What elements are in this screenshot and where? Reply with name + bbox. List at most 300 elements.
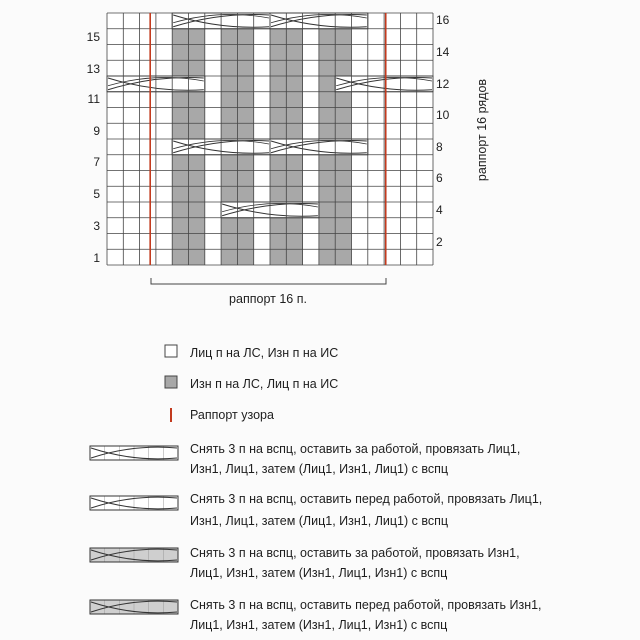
stitch-cell — [205, 171, 221, 187]
legend-cable-1-line-1: Снять 3 п на вспц, оставить за работой, провязать Лиц1, — [190, 442, 521, 456]
stitch-cell — [205, 60, 221, 76]
stitch-cell — [156, 234, 172, 250]
stitch-cell — [303, 171, 319, 187]
stitch-cell — [319, 202, 335, 218]
stitch-cell — [221, 171, 237, 187]
stitch-cell — [107, 60, 123, 76]
legend-repeat-label: Раппорт узора — [190, 408, 274, 422]
stitch-cell — [368, 29, 384, 45]
stitch-cell — [221, 76, 237, 92]
stitch-cell — [368, 13, 384, 29]
legend-cable-symbol — [90, 548, 178, 562]
stitch-cell — [417, 218, 433, 234]
stitch-cell — [400, 155, 416, 171]
stitch-cell — [205, 249, 221, 265]
legend-cable-4-line-1: Снять 3 п на вспц, оставить перед работой, провязать Изн1, — [190, 598, 542, 612]
stitch-cell — [172, 218, 188, 234]
stitch-cell — [335, 218, 351, 234]
stitch-cell — [368, 218, 384, 234]
stitch-cell — [270, 171, 286, 187]
stitch-cell — [189, 108, 205, 124]
legend-cable-2-line-2: Изн1, Лиц1, затем (Лиц1, Изн1, Лиц1) с вспц — [190, 514, 449, 528]
stitch-cell — [156, 218, 172, 234]
stitch-cell — [123, 45, 139, 61]
stitch-cell — [319, 155, 335, 171]
stitch-cell — [107, 13, 123, 29]
stitch-cell — [368, 234, 384, 250]
stitch-cell — [237, 92, 253, 108]
stitch-cell — [140, 186, 156, 202]
stitch-cell — [368, 202, 384, 218]
stitch-cell — [417, 108, 433, 124]
stitch-cell — [172, 123, 188, 139]
row-number: 13 — [86, 62, 100, 76]
stitch-cell — [221, 155, 237, 171]
legend-purl-label: Изн п на ЛС, Лиц п на ИС — [190, 377, 339, 391]
stitch-cell — [156, 139, 172, 155]
stitch-cell — [400, 108, 416, 124]
stitch-cell — [156, 202, 172, 218]
stitch-cell — [352, 186, 368, 202]
stitch-cell — [384, 139, 400, 155]
stitch-cell — [156, 171, 172, 187]
stitch-cell — [368, 139, 384, 155]
stitch-cell — [270, 218, 286, 234]
stitch-cell — [352, 171, 368, 187]
stitch-cell — [368, 155, 384, 171]
stitch-cell — [319, 234, 335, 250]
stitch-cell — [107, 139, 123, 155]
stitch-cell — [352, 155, 368, 171]
stitch-cell — [205, 76, 221, 92]
stitch-cell — [352, 202, 368, 218]
stitch-cell — [221, 45, 237, 61]
stitch-cell — [172, 60, 188, 76]
legend-cable-symbol — [90, 496, 178, 510]
stitch-cell — [319, 45, 335, 61]
stitch-cell — [335, 155, 351, 171]
stitch-cell — [400, 13, 416, 29]
stitch-cell — [368, 171, 384, 187]
stitch-cell — [189, 155, 205, 171]
stitch-cell — [156, 13, 172, 29]
repeat-stitches-bracket — [151, 278, 386, 284]
stitch-cell — [303, 60, 319, 76]
stitch-cell — [384, 45, 400, 61]
stitch-cell — [189, 45, 205, 61]
stitch-cell — [352, 108, 368, 124]
stitch-cell — [172, 202, 188, 218]
stitch-cell — [172, 45, 188, 61]
stitch-cell — [303, 218, 319, 234]
stitch-cell — [335, 234, 351, 250]
stitch-cell — [335, 186, 351, 202]
row-number: 12 — [436, 77, 450, 91]
stitch-cell — [303, 29, 319, 45]
stitch-cell — [400, 29, 416, 45]
stitch-cell — [205, 45, 221, 61]
legend-cable-symbol — [90, 446, 178, 460]
stitch-cell — [254, 171, 270, 187]
stitch-cell — [384, 249, 400, 265]
stitch-cell — [270, 123, 286, 139]
stitch-cell — [205, 29, 221, 45]
stitch-cell — [107, 123, 123, 139]
stitch-cell — [156, 60, 172, 76]
stitch-cell — [286, 155, 302, 171]
stitch-cell — [335, 29, 351, 45]
stitch-cell — [417, 234, 433, 250]
row-numbers-left — [87, 30, 101, 265]
stitch-cell — [417, 202, 433, 218]
stitch-cell — [107, 155, 123, 171]
stitch-cell — [123, 123, 139, 139]
stitch-cell — [286, 45, 302, 61]
stitch-cell — [319, 123, 335, 139]
stitch-cell — [400, 171, 416, 187]
stitch-cell — [189, 171, 205, 187]
stitch-cell — [352, 45, 368, 61]
stitch-cell — [417, 171, 433, 187]
stitch-cell — [368, 123, 384, 139]
stitch-cell — [384, 29, 400, 45]
stitch-cell — [172, 249, 188, 265]
stitch-cell — [368, 60, 384, 76]
stitch-cell — [254, 218, 270, 234]
stitch-cell — [123, 139, 139, 155]
knit-swatch — [165, 345, 177, 357]
stitch-cell — [417, 186, 433, 202]
stitch-cell — [352, 218, 368, 234]
stitch-cell — [189, 234, 205, 250]
stitch-cell — [400, 45, 416, 61]
stitch-cell — [172, 234, 188, 250]
stitch-cell — [189, 249, 205, 265]
stitch-cell — [254, 76, 270, 92]
stitch-cell — [270, 186, 286, 202]
stitch-cell — [303, 186, 319, 202]
row-number: 3 — [93, 219, 100, 233]
stitch-cell — [400, 202, 416, 218]
stitch-cell — [319, 108, 335, 124]
stitch-cell — [221, 234, 237, 250]
stitch-cell — [286, 60, 302, 76]
stitch-cell — [335, 249, 351, 265]
stitch-cell — [286, 186, 302, 202]
stitch-cell — [205, 123, 221, 139]
stitch-cell — [319, 60, 335, 76]
stitch-cell — [286, 108, 302, 124]
stitch-cell — [237, 155, 253, 171]
stitch-cell — [384, 108, 400, 124]
stitch-cell — [303, 249, 319, 265]
stitch-cell — [270, 234, 286, 250]
stitch-cell — [140, 45, 156, 61]
stitch-cell — [254, 234, 270, 250]
row-number: 10 — [436, 108, 450, 122]
stitch-cell — [270, 60, 286, 76]
row-number: 15 — [86, 30, 100, 44]
row-number: 14 — [436, 45, 450, 59]
legend-knit-label: Лиц п на ЛС, Изн п на ИС — [190, 346, 339, 360]
stitch-cell — [107, 202, 123, 218]
stitch-cell — [221, 60, 237, 76]
stitch-cell — [384, 171, 400, 187]
stitch-cell — [335, 202, 351, 218]
legend-cable-2-line-1: Снять 3 п на вспц, оставить перед работой, провязать Лиц1, — [190, 492, 543, 506]
stitch-cell — [319, 76, 335, 92]
stitch-cell — [237, 60, 253, 76]
stitch-cell — [400, 234, 416, 250]
stitch-cell — [140, 202, 156, 218]
stitch-cell — [123, 202, 139, 218]
row-number: 9 — [93, 124, 100, 138]
stitch-cell — [254, 155, 270, 171]
stitch-cell — [237, 234, 253, 250]
row-number: 16 — [436, 13, 450, 27]
stitch-cell — [172, 155, 188, 171]
stitch-cell — [286, 234, 302, 250]
stitch-cell — [107, 108, 123, 124]
stitch-cell — [172, 92, 188, 108]
legend-cable-1-line-2: Изн1, Лиц1, затем (Лиц1, Изн1, Лиц1) с вспц — [190, 462, 449, 476]
stitch-cell — [319, 29, 335, 45]
stitch-cell — [189, 29, 205, 45]
legend-cable-symbol — [90, 600, 178, 614]
repeat-rows-label: раппорт 16 рядов — [475, 78, 489, 182]
stitch-cell — [303, 45, 319, 61]
stitch-cell — [417, 249, 433, 265]
stitch-cell — [270, 45, 286, 61]
stitch-cell — [417, 139, 433, 155]
knitting-chart — [0, 0, 640, 310]
stitch-cell — [254, 108, 270, 124]
stitch-cell — [156, 108, 172, 124]
stitch-cell — [384, 92, 400, 108]
stitch-cell — [123, 249, 139, 265]
stitch-cell — [156, 186, 172, 202]
stitch-cell — [189, 123, 205, 139]
stitch-cell — [303, 92, 319, 108]
stitch-cell — [237, 123, 253, 139]
stitch-cell — [319, 249, 335, 265]
stitch-cell — [107, 249, 123, 265]
stitch-cell — [254, 92, 270, 108]
stitch-cell — [237, 186, 253, 202]
stitch-cell — [400, 186, 416, 202]
stitch-cell — [303, 123, 319, 139]
stitch-cell — [417, 13, 433, 29]
row-number: 11 — [87, 92, 100, 106]
stitch-cell — [205, 218, 221, 234]
stitch-cell — [140, 92, 156, 108]
stitch-cell — [368, 45, 384, 61]
repeat-stitches-label: раппорт 16 п. — [229, 292, 307, 306]
stitch-cell — [221, 123, 237, 139]
stitch-cell — [400, 92, 416, 108]
row-number: 2 — [436, 235, 443, 249]
stitch-cell — [335, 60, 351, 76]
stitch-cell — [335, 108, 351, 124]
stitch-cell — [417, 155, 433, 171]
stitch-cell — [237, 108, 253, 124]
stitch-cell — [107, 186, 123, 202]
stitch-cell — [221, 92, 237, 108]
stitch-cell — [140, 249, 156, 265]
stitch-cell — [172, 108, 188, 124]
stitch-cell — [237, 45, 253, 61]
stitch-cell — [270, 29, 286, 45]
stitch-cell — [400, 60, 416, 76]
stitch-cell — [384, 186, 400, 202]
stitch-cell — [140, 123, 156, 139]
legend-cable-3-line-1: Снять 3 п на вспц, оставить за работой, провязать Изн1, — [190, 546, 520, 560]
stitch-cell — [400, 139, 416, 155]
stitch-cell — [123, 171, 139, 187]
stitch-cell — [286, 92, 302, 108]
stitch-cell — [123, 155, 139, 171]
stitch-cell — [384, 202, 400, 218]
stitch-cell — [400, 218, 416, 234]
stitch-cell — [352, 234, 368, 250]
stitch-cell — [189, 92, 205, 108]
stitch-cell — [205, 108, 221, 124]
stitch-cell — [189, 218, 205, 234]
stitch-cell — [270, 108, 286, 124]
stitch-cell — [384, 60, 400, 76]
stitch-cell — [319, 218, 335, 234]
purl-swatch — [165, 376, 177, 388]
stitch-cell — [205, 92, 221, 108]
stitch-cell — [140, 60, 156, 76]
stitch-cell — [156, 45, 172, 61]
stitch-cell — [286, 218, 302, 234]
stitch-cell — [107, 171, 123, 187]
stitch-cell — [368, 108, 384, 124]
stitch-cell — [123, 29, 139, 45]
stitch-cell — [107, 92, 123, 108]
stitch-cell — [123, 186, 139, 202]
stitch-cell — [205, 155, 221, 171]
stitch-cell — [221, 108, 237, 124]
stitch-cell — [335, 123, 351, 139]
stitch-cell — [205, 234, 221, 250]
stitch-cell — [140, 155, 156, 171]
stitch-cell — [286, 123, 302, 139]
stitch-cell — [123, 234, 139, 250]
stitch-cell — [286, 249, 302, 265]
stitch-cell — [140, 234, 156, 250]
stitch-cell — [254, 45, 270, 61]
stitch-cell — [107, 29, 123, 45]
stitch-cell — [221, 249, 237, 265]
stitch-cell — [352, 60, 368, 76]
stitch-cell — [254, 123, 270, 139]
stitch-cell — [352, 249, 368, 265]
stitch-cell — [221, 186, 237, 202]
stitch-cell — [172, 186, 188, 202]
stitch-cell — [417, 123, 433, 139]
stitch-cell — [254, 186, 270, 202]
stitch-cell — [270, 249, 286, 265]
stitch-cell — [400, 123, 416, 139]
stitch-cell — [123, 60, 139, 76]
stitch-cell — [417, 60, 433, 76]
row-number: 6 — [436, 171, 443, 185]
legend-cable-3-line-2: Лиц1, Изн1, затем (Изн1, Лиц1, Изн1) с вспц — [190, 566, 448, 580]
stitch-cell — [189, 202, 205, 218]
stitch-cell — [172, 29, 188, 45]
stitch-cell — [270, 92, 286, 108]
stitch-cell — [156, 249, 172, 265]
stitch-cell — [368, 249, 384, 265]
stitch-cell — [417, 92, 433, 108]
stitch-cell — [384, 123, 400, 139]
stitch-cell — [237, 249, 253, 265]
stitch-cell — [140, 108, 156, 124]
stitch-cell — [123, 13, 139, 29]
stitch-cell — [335, 92, 351, 108]
stitch-cell — [205, 202, 221, 218]
stitch-cell — [352, 123, 368, 139]
chart-grid-lines — [107, 13, 433, 265]
stitch-cell — [368, 186, 384, 202]
stitch-cell — [286, 76, 302, 92]
stitch-cell — [286, 171, 302, 187]
row-number: 1 — [93, 251, 100, 265]
stitch-cell — [384, 234, 400, 250]
stitch-cell — [400, 249, 416, 265]
row-number: 8 — [436, 140, 443, 154]
row-numbers-right — [436, 13, 450, 249]
stitch-cell — [156, 92, 172, 108]
stitch-cell — [237, 76, 253, 92]
stitch-cell — [140, 171, 156, 187]
stitch-cell — [352, 29, 368, 45]
stitch-cell — [221, 218, 237, 234]
stitch-cell — [237, 218, 253, 234]
stitch-cell — [303, 155, 319, 171]
stitch-cell — [384, 13, 400, 29]
stitch-cell — [254, 60, 270, 76]
stitch-cell — [140, 139, 156, 155]
stitch-cell — [123, 108, 139, 124]
legend-cable-4-line-2: Лиц1, Изн1, затем (Изн1, Лиц1, Изн1) с вспц — [190, 618, 448, 632]
stitch-cell — [156, 155, 172, 171]
stitch-cell — [107, 218, 123, 234]
stitch-cell — [123, 218, 139, 234]
stitch-cell — [384, 218, 400, 234]
stitch-cell — [319, 92, 335, 108]
stitch-cell — [237, 29, 253, 45]
stitch-cell — [254, 29, 270, 45]
stitch-cell — [319, 186, 335, 202]
row-number: 4 — [436, 203, 443, 217]
stitch-cell — [270, 155, 286, 171]
row-number: 5 — [93, 187, 100, 201]
stitch-cell — [189, 186, 205, 202]
stitch-cell — [140, 218, 156, 234]
stitch-cell — [335, 45, 351, 61]
stitch-cell — [303, 234, 319, 250]
stitch-cell — [189, 60, 205, 76]
stitch-cell — [172, 171, 188, 187]
stitch-cell — [319, 171, 335, 187]
stitch-cell — [140, 13, 156, 29]
stitch-cell — [156, 123, 172, 139]
stitch-cell — [107, 234, 123, 250]
stitch-cell — [254, 249, 270, 265]
